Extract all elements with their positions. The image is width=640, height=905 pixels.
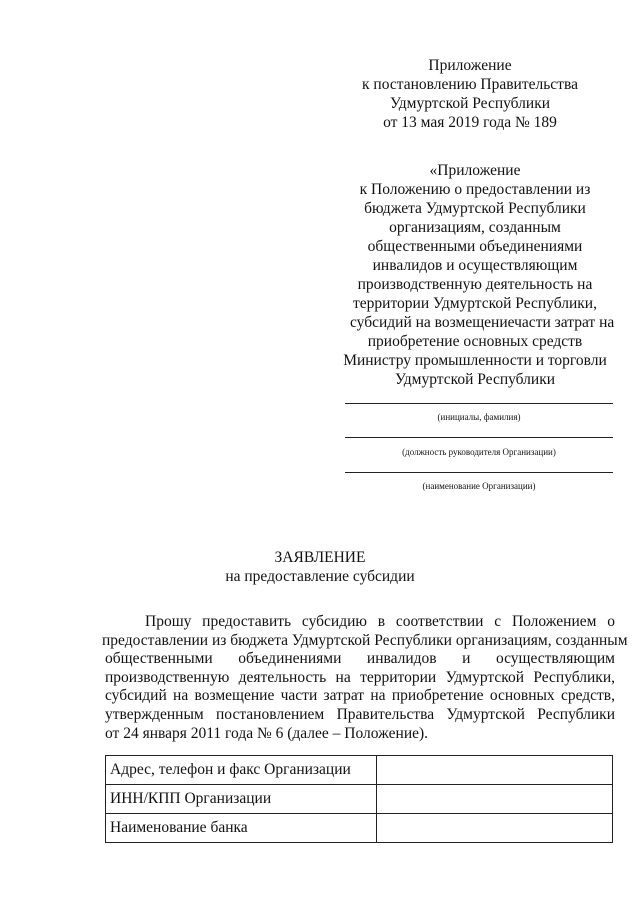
appendix-line: к постановлению Правительства [362,76,578,93]
body-line: общественными объединениями инвалидов и осуществляющим [105,650,615,668]
org-name-caption: (наименование Организации) [422,481,536,491]
addressee-block [340,351,610,389]
table-cell-value[interactable] [377,814,613,843]
table-row [106,785,613,814]
title-subheading: на предоставление субсидии [225,568,415,585]
position-caption: (должность руководителя Организации) [402,447,556,457]
regulation-appendix-line: приобретение основных средств [367,333,583,350]
table-cell-label: Адрес, телефон и факс Организации [106,756,377,785]
appendix-line: Приложение [428,57,512,74]
title-heading: ЗАЯВЛЕНИЕ [274,549,366,566]
position-fill-line[interactable] [345,437,613,438]
body-line: от 24 января 2011 года № 6 (далее – Положение). [105,724,429,742]
addressee-line: Министру промышленности и торговли [343,352,607,369]
addressee-line: Удмуртской Республики [394,371,556,388]
table-row [106,756,613,785]
regulation-appendix-line: «Приложение [429,162,521,179]
table-row [106,814,613,843]
table-cell-value[interactable] [377,785,613,814]
initials-fill-line[interactable] [345,403,613,404]
body-line: утвержденным постановлением Правительства Удмуртской Республики [105,705,615,723]
document-title [0,548,640,586]
table-cell-label: Наименование банка [106,814,377,843]
regulation-appendix-line: территории Удмуртской Республики, [353,295,597,312]
table-cell-label: ИНН/КПП Организации [106,785,377,814]
appendix-line: от 13 мая 2019 года № 189 [383,114,557,131]
organization-info-table [105,755,613,843]
body-line: производственную деятельность на территории Удмуртской Республики, [105,668,615,686]
org-name-fill-line[interactable] [345,472,613,473]
regulation-appendix-line: субсидий на возмещениечасти затрат на [350,314,615,331]
body-line: Прошу предоставить субсидию в соответствии с Положением о [145,613,615,630]
appendix-line: Удмуртской Республики [389,95,551,112]
body-line: предоставлении из бюджета Удмуртской Республики организациям, созданным [102,631,628,649]
table-cell-value[interactable] [377,756,613,785]
regulation-appendix-line: бюджета Удмуртской Республики [364,200,586,217]
regulation-appendix-header [350,161,615,351]
body-line: субсидий на возмещение части затрат на приобретение основных средств, [105,687,615,705]
application-body [102,613,628,743]
regulation-appendix-line: производственную деятельность на [357,276,593,293]
appendix-header [340,56,600,132]
initials-caption: (инициалы, фамилия) [437,412,521,422]
regulation-appendix-line: организациям, созданным [389,219,561,236]
regulation-appendix-line: общественными объединениями [367,238,583,255]
regulation-appendix-line: инвалидов и осуществляющим [372,257,578,274]
regulation-appendix-line: к Положению о предоставлении из [359,181,591,198]
